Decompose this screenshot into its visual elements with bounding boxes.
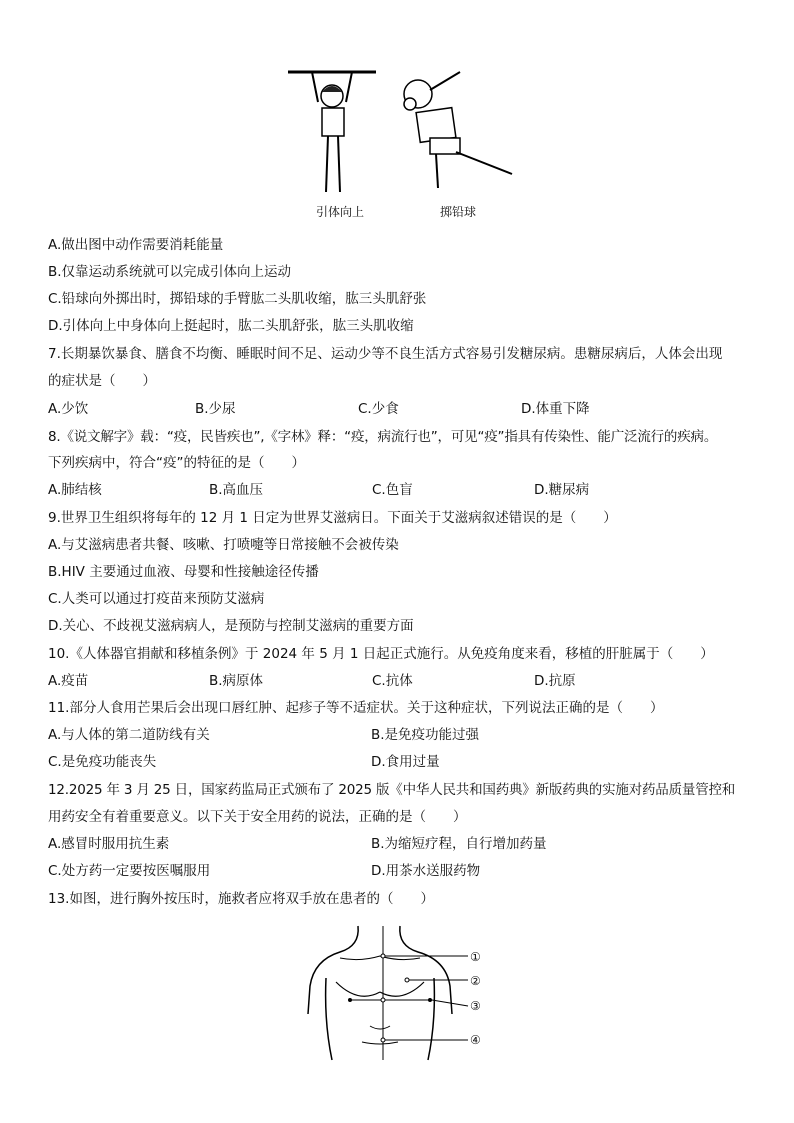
q9-option-b: B.HIV 主要通过血液、母婴和性接触途径传播 — [48, 564, 319, 580]
figure-caption-shotput: 掷铅球 — [440, 205, 477, 219]
q11-option-d: D.食用过量 — [371, 754, 440, 770]
figure-caption-pullup: 引体向上 — [316, 205, 365, 219]
q12-option-d: D.用茶水送服药物 — [371, 863, 481, 879]
q10-option-c: C.抗体 — [372, 673, 413, 689]
q12-option-c: C.处方药一定要按医嘱服用 — [48, 863, 211, 879]
q6-option-d: D.引体向上中身体向上挺起时，肱二头肌舒张，肱三头肌收缩 — [48, 318, 414, 334]
q10-stem: 10.《人体器官捐献和移植条例》于 2024 年 5 月 1 日起正式施行。从免疫角度来看，移植的肝脏属于（ ） — [48, 646, 714, 662]
q11-option-b: B.是免疫功能过强 — [371, 727, 480, 743]
q10-option-b: B.病原体 — [209, 673, 264, 689]
q7-option-c: C.少食 — [358, 401, 399, 417]
q12-stem-line2: 用药安全有着重要意义。以下关于安全用药的说法，正确的是（ ） — [48, 809, 467, 825]
diagram-label-1: ① — [470, 950, 481, 964]
q7-stem-line1: 7.长期暴饮暴食、膳食不均衡、睡眠时间不足、运动少等不良生活方式容易引发糖尿病。患糖尿病后，人体会出现 — [48, 346, 723, 362]
q12-option-a: A.感冒时服用抗生素 — [48, 836, 170, 852]
q7-option-d: D.体重下降 — [521, 401, 590, 417]
q12-stem-line1: 12.2025 年 3 月 25 日，国家药监局正式颁布了 2025 版《中华人民共和国药典》新版药典的实施对药品质量管控和 — [48, 782, 736, 798]
diagram-label-3: ③ — [470, 999, 481, 1013]
q6-option-a: A.做出图中动作需要消耗能量 — [48, 237, 224, 253]
q7-stem-line2: 的症状是（ ） — [48, 373, 156, 389]
q9-option-d: D.关心、不歧视艾滋病病人，是预防与控制艾滋病的重要方面 — [48, 618, 414, 634]
diagram-label-2: ② — [470, 974, 481, 988]
q11-option-c: C.是免疫功能丧失 — [48, 754, 157, 770]
q8-option-d: D.糖尿病 — [534, 482, 590, 498]
q11-option-a: A.与人体的第二道防线有关 — [48, 727, 210, 743]
q8-stem-line1: 8.《说文解字》载：“疫，民皆疾也”,《字林》释：“疫，病流行也”，可见“疫”指具有传染性、能广泛流行的疾病。 — [48, 429, 718, 445]
q8-option-a: A.肺结核 — [48, 482, 102, 498]
q10-option-d: D.抗原 — [534, 673, 576, 689]
q13-stem: 13.如图，进行胸外按压时，施救者应将双手放在患者的（ ） — [48, 891, 434, 907]
q8-stem-line2: 下列疾病中，符合“疫”的特征的是（ ） — [48, 455, 305, 471]
q11-stem: 11.部分人食用芒果后会出现口唇红肿、起疹子等不适症状。关于这种症状，下列说法正确的是（ ） — [48, 700, 664, 716]
q6-option-b: B.仅靠运动系统就可以完成引体向上运动 — [48, 264, 292, 280]
q8-option-c: C.色盲 — [372, 482, 413, 498]
q7-option-b: B.少尿 — [195, 401, 236, 417]
exercise-illustration — [280, 62, 530, 202]
q9-option-a: A.与艾滋病患者共餐、咳嗽、打喷嚏等日常接触不会被传染 — [48, 537, 399, 553]
q6-option-c: C.铅球向外掷出时，掷铅球的手臂肱二头肌收缩，肱三头肌舒张 — [48, 291, 427, 307]
q7-option-a: A.少饮 — [48, 401, 89, 417]
diagram-label-4: ④ — [470, 1033, 481, 1047]
q9-stem: 9.世界卫生组织将每年的 12 月 1 日定为世界艾滋病日。下面关于艾滋病叙述错误的是（ ） — [48, 510, 617, 526]
q8-option-b: B.高血压 — [209, 482, 264, 498]
q12-option-b: B.为缩短疗程，自行增加药量 — [371, 836, 547, 852]
q10-option-a: A.疫苗 — [48, 673, 89, 689]
q9-option-c: C.人类可以通过打疫苗来预防艾滋病 — [48, 591, 265, 607]
